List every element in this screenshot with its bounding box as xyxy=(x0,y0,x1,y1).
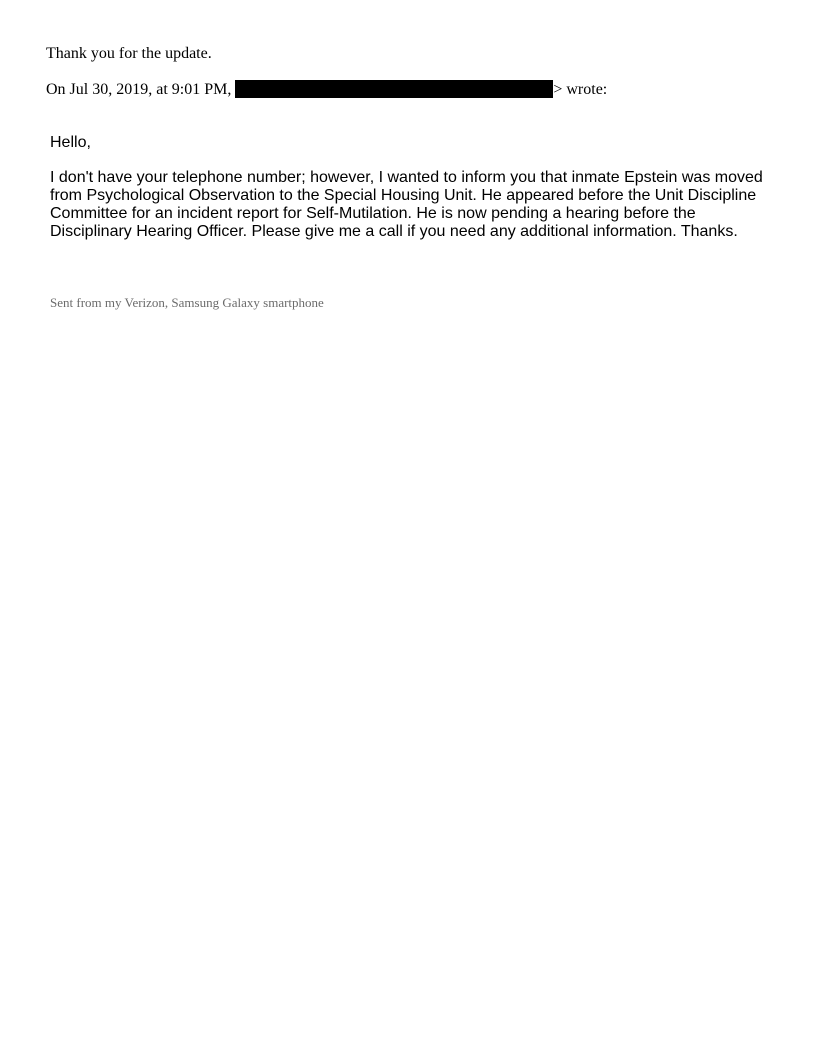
quote-header-suffix: > wrote: xyxy=(553,81,608,98)
quote-header xyxy=(46,80,607,100)
body-line: Committee for an incident report for Self-Mutilation. He is now pending a hearing before the xyxy=(50,205,696,222)
quote-header-prefix: On Jul 30, 2019, at 9:01 PM, xyxy=(46,81,232,98)
email-signature: Sent from my Verizon, Samsung Galaxy smartphone xyxy=(50,295,324,310)
redacted-sender-block xyxy=(235,80,553,98)
body-line: Disciplinary Hearing Officer. Please give me a call if you need any additional information. Thanks. xyxy=(50,223,738,240)
body-line: I don't have your telephone number; however, I wanted to inform you that inmate Epstein was moved xyxy=(50,169,763,186)
quoted-greeting: Hello, xyxy=(50,134,91,151)
quoted-body xyxy=(50,169,780,241)
body-line: from Psychological Observation to the Special Housing Unit. He appeared before the Unit Discipline xyxy=(50,187,757,204)
reply-text: Thank you for the update. xyxy=(46,45,212,62)
